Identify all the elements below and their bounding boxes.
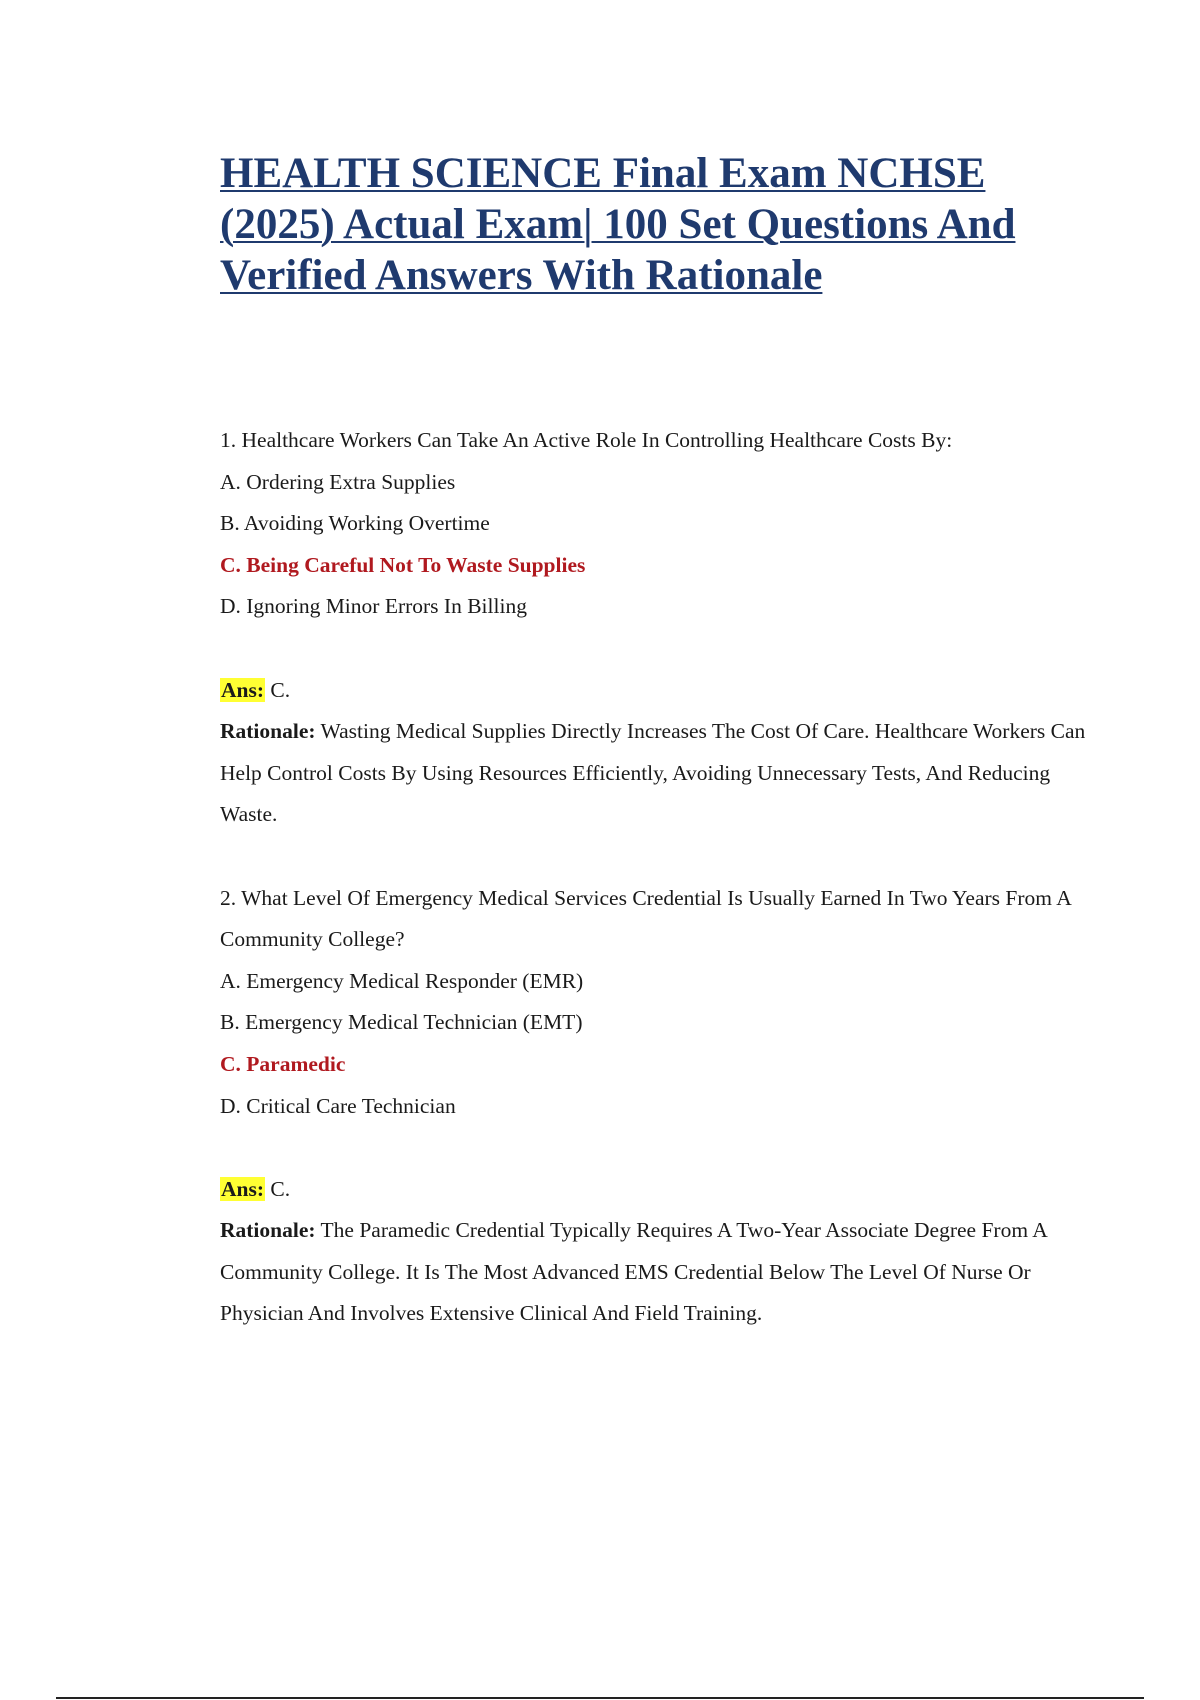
- rationale-label: Rationale:: [220, 719, 316, 744]
- title-line-2: (2025) Actual Exam| 100 Set Questions And: [220, 201, 1016, 248]
- title-line-1: HEALTH SCIENCE Final Exam NCHSE: [220, 150, 986, 197]
- rationale-text: The Paramedic Credential Typically Requires A Two-Year Associate Degree From A Community College. It Is The Most Advanced EMS Credential Below The Level Of Nurse Or Physician And Involves Extensive Clinical And Field Training.: [220, 1218, 1047, 1326]
- document-body: [220, 420, 1100, 1335]
- option-a: A. Ordering Extra Supplies: [220, 469, 456, 494]
- answer-label: Ans:: [221, 1176, 265, 1201]
- option-c-correct: C. Paramedic: [220, 1051, 346, 1076]
- option-b: B. Emergency Medical Technician (EMT): [220, 1010, 583, 1035]
- option-d: D. Ignoring Minor Errors In Billing: [220, 594, 527, 619]
- rationale-text: Wasting Medical Supplies Directly Increases The Cost Of Care. Healthcare Workers Can Help Control Costs By Using Resources Efficiently, Avoiding Unnecessary Tests, And Reducing Waste.: [220, 719, 1086, 827]
- option-d: D. Critical Care Technician: [220, 1093, 456, 1118]
- document-title: [220, 148, 1100, 301]
- option-c-correct: C. Being Careful Not To Waste Supplies: [220, 552, 586, 577]
- title-line-3: Verified Answers With Rationale: [220, 252, 823, 299]
- rationale-label: Rationale:: [220, 1218, 316, 1243]
- answer-line: [220, 670, 1100, 712]
- question-text: 1. Healthcare Workers Can Take An Active Role In Controlling Healthcare Costs By:: [220, 428, 953, 452]
- page-bottom-rule: [56, 1697, 1144, 1699]
- answer-line: [220, 1169, 1100, 1211]
- option-b: B. Avoiding Working Overtime: [220, 511, 490, 536]
- question-block-1: [220, 420, 1100, 836]
- rationale: [220, 711, 1100, 836]
- option-a: A. Emergency Medical Responder (EMR): [220, 968, 584, 993]
- question-block-2: [220, 878, 1100, 1336]
- answer-label: Ans:: [221, 677, 265, 702]
- answer-value: C.: [270, 1176, 291, 1201]
- question-text: 2. What Level Of Emergency Medical Services Credential Is Usually Earned In Two Years From A Community College?: [220, 885, 1071, 952]
- rationale: [220, 1210, 1100, 1335]
- answer-value: C.: [270, 677, 291, 702]
